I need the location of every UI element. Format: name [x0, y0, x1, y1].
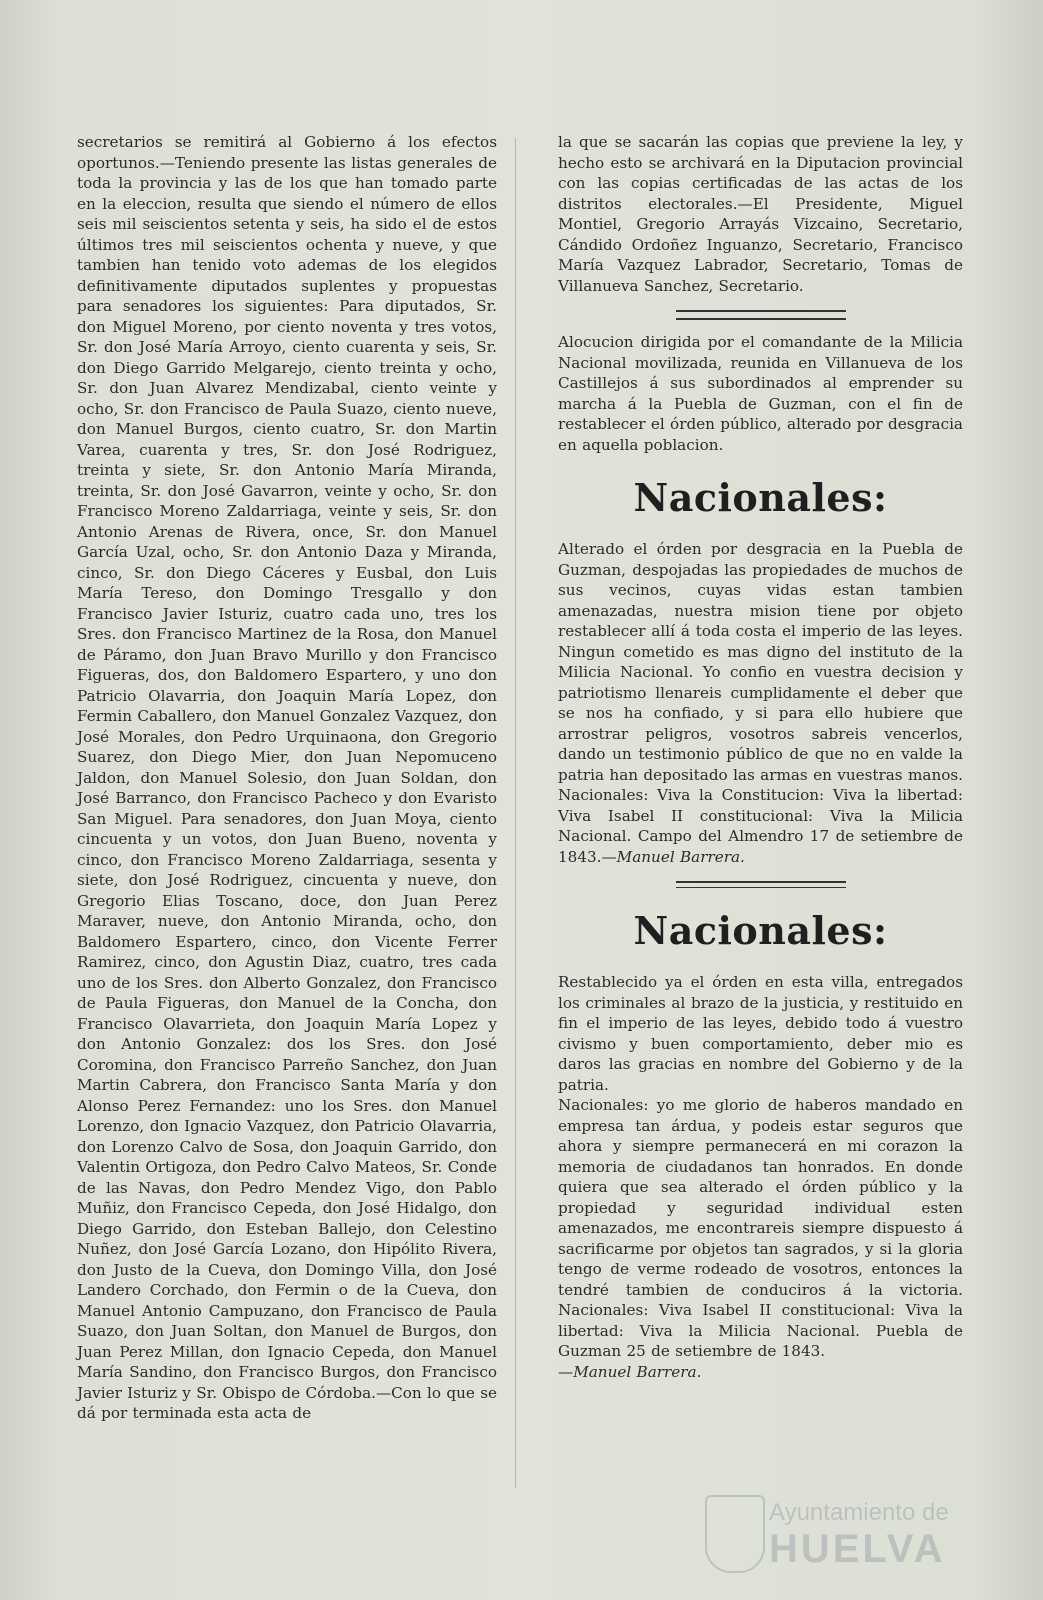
section-rule-2 [676, 881, 846, 888]
proclama-1-signature: Manuel Barrera. [616, 847, 745, 866]
archive-watermark [705, 1495, 1005, 1575]
coat-of-arms-icon [705, 1495, 765, 1573]
left-column [77, 132, 497, 1424]
proclama-2-signature: —Manuel Barrera. [558, 1362, 702, 1381]
election-record-text: secretarios se remitirá al Gobierno á los efectos oportunos.—Teniendo presente las listas generales de toda la provincia y las de los que han tomado parte en la eleccion, resulta que siendo el número de ellos seis mil seiscientos setenta y seis, ha sido el de estos últimos tres mil seiscientos ochenta y nueve, y que tambien han tenido voto ademas de los elegidos definitivamente diputados suplentes y propuestas para senadores los siguientes: Para diputados, Sr. don Miguel Moreno, por ciento noventa y tres votos, Sr. don José María Arroyo, ciento cuarenta y seis, Sr. don Diego Garrido Melgarejo, ciento treinta y ocho, Sr. don Juan Alvarez Mendizabal, ciento veinte y ocho, Sr. don Francisco de Paula Suazo, ciento nueve, don Manuel Burgos, ciento cuatro, Sr. don Martin Varea, cuarenta y tres, Sr. don José Rodriguez, treinta y siete, Sr. don Antonio María Miranda, treinta, Sr. don José Gavarron, veinte y ocho, Sr. don Francisco Moreno Zaldarriaga, veinte y seis, Sr. don Antonio Arenas de Rivera, once, Sr. don Manuel García Uzal, ocho, Sr. don Antonio Daza y Miranda, cinco, Sr. don Diego Cáceres y Eusbal, don Luis María Tereso, don Domingo Tresgallo y don Francisco Javier Isturiz, cuatro cada uno, tres los Sres. don Francisco Martinez de la Rosa, don Manuel de Páramo, don Juan Bravo Murillo y don Francisco Figueras, dos, don Baldomero Espartero, y uno don Patricio Olavarria, don Joaquin María Lopez, don Fermin Caballero, don Manuel Gonzalez Vazquez, don José Morales, don Pedro Urquinaona, don Gregorio Suarez, don Diego Mier, don Juan Nepomuceno Jaldon, don Manuel Solesio, don Juan Soldan, don José Barranco, don Francisco Pacheco y don Evaristo San Miguel. Para senadores, don Juan Moya, ciento cincuenta y un votos, don Juan Bueno, noventa y cinco, don Francisco Moreno Zaldarriaga, sesenta y siete, don José Rodriguez, cincuenta y nueve, don Gregorio Elias Toscano, doce, don Juan Perez Maraver, nueve, don Antonio Miranda, ocho, don Baldomero Espartero, cinco, don Vicente Ferrer Ramirez, cinco, don Agustin Diaz, cuatro, tres cada uno de los Sres. don Alberto Gonzalez, don Francisco de Paula Figueras, don Manuel de la Concha, don Francisco Olavarrieta, don Joaquin María Lopez y don Antonio Gonzalez: dos los Sres. don José Coromina, don Francisco Parreño Sanchez, don Juan Martin Cabrera, don Francisco Santa María y don Alonso Perez Fernandez: uno los Sres. don Manuel Lorenzo, don Ignacio Vazquez, don Patricio Olavarria, don Lorenzo Calvo de Sosa, don Joaquin Garrido, don Valentin Ortigoza, don Pedro Calvo Mateos, Sr. Conde de las Navas, don Pedro Mendez Vigo, don Pablo Muñiz, don Francisco Cepeda, don José Hidalgo, don Diego Garrido, don Esteban Ballejo, don Celestino Nuñez, don José García Lozano, don Hipólito Rivera, don Justo de la Cueva, don Domingo Villa, don José Landero Corchado, don Fermin o de la Cueva, don Manuel Antonio Campuzano, don Francisco de Paula Suazo, don Juan Soltan, don Manuel de Burgos, don Juan Perez Millan, don Ignacio Cepeda, don Manuel María Sandino, don Francisco Burgos, don Francisco Javier Isturiz y Sr. Obispo de Córdoba.—Con lo que se dá por terminada esta acta de [77, 133, 497, 1422]
proclama-2-paragraph-1: Restablecido ya el órden en esta villa, entregados los criminales al brazo de la justicia, y restituido en fin el imperio de las leyes, debido todo á vuestro civismo y buen comportamiento, deber mio es daros las gracias en nombre del Gobierno y de la patria. [558, 973, 963, 1094]
alocucion-heading: Alocucion dirigida por el comandante de la Milicia Nacional movilizada, reunida en Villanueva de los Castillejos á sus subordinados al emprender su marcha á la Puebla de Guzman, con el fin de restablecer el órden público, alterado por desgracia en aquella poblacion. [558, 333, 963, 454]
proclama-1-body: Alterado el órden por desgracia en la Puebla de Guzman, despojadas las propiedades de muchos de sus vecinos, cuyas vidas estan tambien amenazadas, nuestra mision tiene por objeto restablecer allí á toda costa el imperio de las leyes. Ningun cometido es mas digno del instituto de la Milicia Nacional. Yo confio en vuestra decision y patriotismo llenareis cumplidamente el deber que se nos ha confiado, y si para ello hubiere que arrostrar peligros, vosotros sabreis vencerlos, dando un testimonio público de que no en valde la patria han depositado las armas en vuestras manos. Nacionales: Viva la Constitucion: Viva la libertad: Viva Isabel II constitucional: Viva la Milicia Nacional. Campo del Almendro 17 de setiembre de 1843.— [558, 540, 963, 866]
watermark-line-1: Ayuntamiento de [769, 1499, 949, 1526]
section-rule [676, 310, 846, 320]
column-divider [515, 138, 516, 1488]
record-continuation-text: la que se sacarán las copias que previene la ley, y hecho esto se archivará en la Diputacion provincial con las copias certificadas de las actas de los distritos electorales.—El Presidente, Miguel Montiel, Gregorio Arrayás Vizcaino, Secretario, Cándido Ordoñez Inguanzo, Secretario, Francisco María Vazquez Labrador, Secretario, Tomas de Villanueva Sanchez, Secretario. [558, 133, 963, 295]
proclama-2-body: Nacionales: yo me glorio de haberos mandado en empresa tan árdua, y podeis estar seguros que ahora y siempre permanecerá en mi corazon la memoria de ciudadanos tan honrados. En donde quiera que sea alterado el órden público y la propiedad y seguridad individual esten amenazados, me encontrareis siempre dispuesto á sacrificarme por objetos tan sagrados, y si la gloria tengo de verme rodeado de vosotros, entonces la tendré tambien de conduciros á la victoria. Nacionales: Viva Isabel II constitucional: Viva la libertad: Viva la Milicia Nacional. Puebla de Guzman 25 de setiembre de 1843. [558, 1096, 963, 1360]
right-column [558, 132, 963, 1382]
proclama-2-paragraph-2 [558, 1095, 963, 1382]
watermark-line-2: HUELVA [769, 1527, 946, 1571]
heading-nacionales-2: Nacionales: [633, 908, 888, 953]
proclama-1-text [558, 539, 963, 867]
heading-nacionales-1: Nacionales: [633, 475, 888, 520]
